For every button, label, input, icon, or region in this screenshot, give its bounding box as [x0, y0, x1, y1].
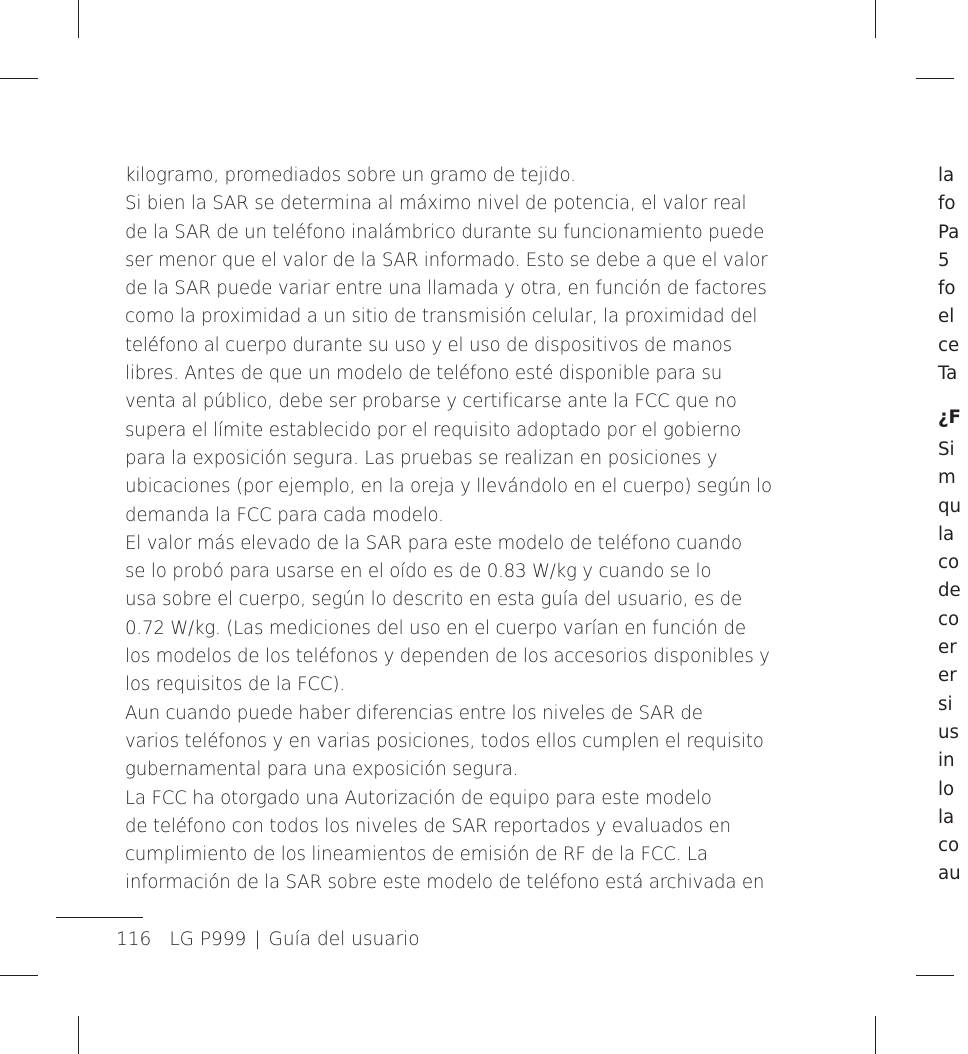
- footer-rule: [56, 917, 143, 918]
- paragraph-line: El valor más elevado de la SAR para este modelo de teléfono cuando: [125, 532, 742, 554]
- paragraph-line: supera el límite establecido por el requisito adoptado por el gobierno: [125, 419, 741, 441]
- right-column-line: la: [938, 806, 955, 828]
- paragraph-line: cumplimiento de los lineamientos de emisión de RF de la FCC. La: [125, 844, 708, 866]
- footer-guide-title: Guía del usuario: [268, 929, 420, 950]
- crop-mark-top-left-vertical: [78, 0, 79, 38]
- footer-model: LG P999: [169, 929, 247, 950]
- paragraph-line: de la SAR puede variar entre una llamada y otra, en función de factores: [125, 278, 767, 300]
- paragraph-line: libres. Antes de que un modelo de teléfono esté disponible para su: [125, 363, 723, 385]
- paragraph-line: 0.72 W/kg. (Las mediciones del uso en el cuerpo varían en función de: [125, 617, 746, 639]
- page-footer: [116, 927, 420, 953]
- right-column-line: 5: [938, 249, 950, 271]
- paragraph-line: venta al público, debe ser probarse y certificarse ante la FCC que no: [125, 391, 737, 413]
- right-column-line: si: [938, 693, 953, 715]
- paragraph-line: kilogramo, promediados sobre un gramo de tejido.: [125, 165, 576, 186]
- page-number: 116: [116, 929, 152, 950]
- crop-mark-bottom-left-vertical: [78, 1016, 79, 1054]
- right-column-line: us: [938, 721, 960, 743]
- paragraph-line: ubicaciones (por ejemplo, en la oreja y llevándolo en el cuerpo) según lo: [125, 476, 772, 498]
- paragraph-line: los modelos de los teléfonos y dependen de los accesorios disponibles y: [125, 646, 770, 668]
- right-column-line: lo: [938, 778, 955, 800]
- crop-mark-bottom-right-horizontal: [916, 975, 954, 976]
- right-column-bottom-text: [938, 436, 968, 889]
- right-column-line: au: [938, 863, 961, 885]
- right-column-line: la: [938, 165, 955, 186]
- footer-separator: |: [254, 929, 261, 950]
- paragraph-line: los requisitos de la FCC).: [125, 674, 345, 696]
- paragraph-line: La FCC ha otorgado una Autorización de equipo para este modelo: [125, 787, 712, 809]
- paragraph-line: para la exposición segura. Las pruebas se realizan en posiciones y: [125, 447, 718, 469]
- paragraph-line: de la SAR de un teléfono inalámbrico durante su funcionamiento puede: [125, 221, 765, 243]
- right-column-line: co: [938, 835, 960, 857]
- right-column-line: qu: [938, 495, 962, 517]
- paragraph-line: Aun cuando puede haber diferencias entre los niveles de SAR de: [125, 702, 703, 724]
- paragraph-line: gubernamental para una exposición segura.: [125, 759, 519, 781]
- paragraph-line: se lo probó para usarse en el oído es de 0.83 W/kg y cuando se lo: [125, 561, 712, 583]
- right-column-top-text: [938, 162, 968, 388]
- crop-mark-bottom-right-vertical: [875, 1016, 876, 1054]
- crop-mark-top-right-vertical: [875, 0, 876, 38]
- paragraph-line: ser menor que el valor de la SAR informado. Esto se debe a que el valor: [125, 249, 768, 271]
- right-column-line: er: [938, 637, 957, 659]
- right-column-line: fo: [938, 278, 956, 300]
- right-column-line: er: [938, 665, 957, 687]
- right-column-heading: [938, 404, 968, 432]
- right-column-line: Pa: [938, 221, 960, 243]
- main-text-column: [125, 162, 815, 898]
- right-column-line: el: [938, 306, 955, 328]
- paragraph-line: Si bien la SAR se determina al máximo nivel de potencia, el valor real: [125, 193, 747, 215]
- crop-mark-bottom-left-horizontal: [0, 975, 38, 976]
- right-column-line: m: [938, 467, 956, 489]
- paragraph-line: información de la SAR sobre este modelo de teléfono está archivada en: [125, 872, 765, 894]
- paragraph-line: como la proximidad a un sitio de transmisión celular, la proximidad del: [125, 306, 758, 328]
- right-column-line: la: [938, 523, 955, 545]
- right-column-line: ce: [938, 334, 960, 356]
- right-column-line: in: [938, 750, 955, 772]
- paragraph-line: varios teléfonos y en varias posiciones, todos ellos cumplen el requisito: [125, 730, 764, 752]
- right-column-line: de: [938, 580, 961, 602]
- right-column-line: Ta: [938, 363, 958, 385]
- paragraph-line: usa sobre el cuerpo, según lo descrito en esta guía del usuario, es de: [125, 589, 743, 611]
- right-column-line: Si: [938, 439, 955, 460]
- paragraph-line: demanda la FCC para cada modelo.: [125, 504, 444, 526]
- paragraph-line: teléfono al cuerpo durante su uso y el uso de dispositivos de manos: [125, 334, 732, 356]
- crop-mark-top-left-horizontal: [0, 78, 38, 79]
- right-column-line: co: [938, 608, 960, 630]
- crop-mark-top-right-horizontal: [916, 78, 954, 79]
- right-column-line: co: [938, 552, 960, 574]
- right-column-heading-text: ¿F: [938, 407, 961, 428]
- right-column-line: fo: [938, 193, 956, 215]
- paragraph-line: de teléfono con todos los niveles de SAR reportados y evaluados en: [125, 815, 731, 837]
